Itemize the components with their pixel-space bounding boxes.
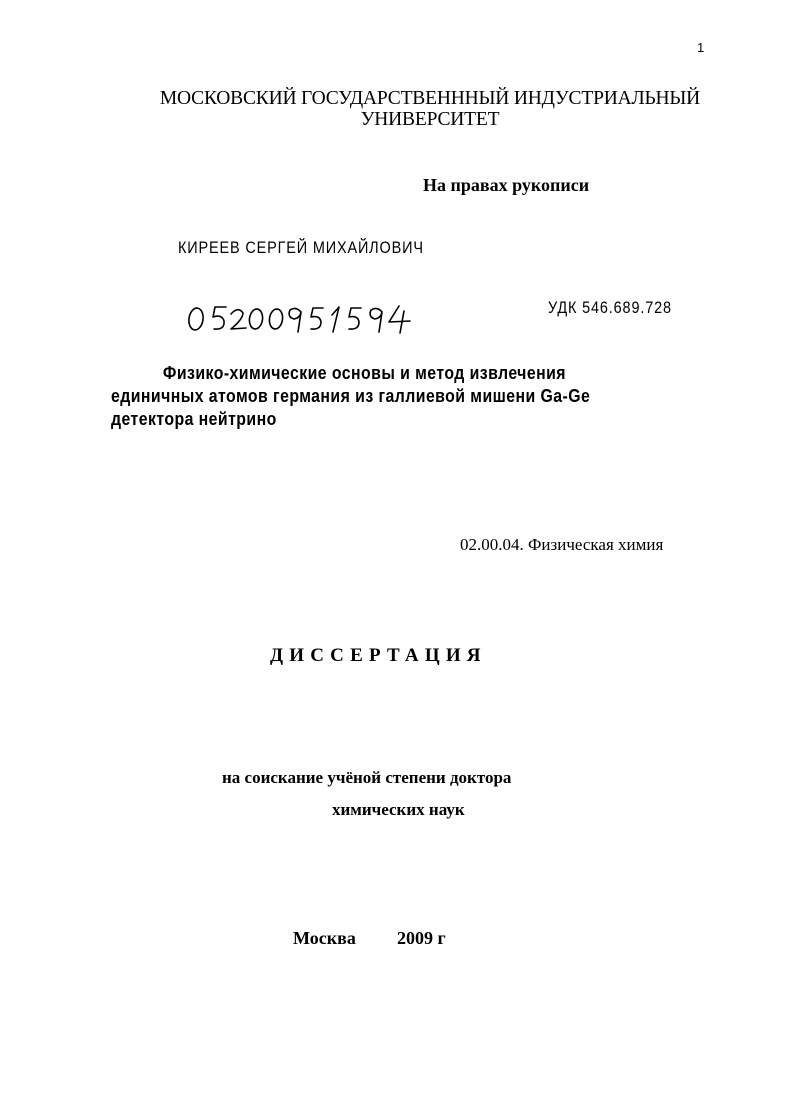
title-line2: единичных атомов германия из галлиевой мишени Ga-Ge: [111, 386, 591, 406]
title-line1: Физико-химические основы и метод извлечения: [162, 363, 566, 383]
page-number: 1: [697, 40, 705, 55]
city: Москва: [293, 928, 356, 948]
document-type: ДИССЕРТАЦИЯ: [270, 645, 487, 666]
university-name-line2: УНИВЕРСИТЕТ: [360, 109, 500, 130]
title-line3: детектора нейтрино: [111, 409, 277, 429]
rights-note: На правах рукописи: [423, 175, 590, 195]
degree-line1: на соискание учёной степени доктора: [222, 768, 512, 787]
university-name-line1: МОСКОВСКИЙ ГОСУДАРСТВЕНННЫЙ ИНДУСТРИАЛЬНЫЙ: [159, 88, 701, 109]
specialty-code: 02.00.04. Физическая химия: [460, 535, 664, 554]
dissertation-title: [111, 362, 590, 431]
degree-line2: химических наук: [332, 800, 465, 819]
university-name: [150, 88, 710, 130]
author-name: КИРЕЕВ СЕРГЕЙ МИХАЙЛОВИЧ: [178, 238, 424, 257]
handwritten-number-drawing: [186, 295, 421, 337]
handwritten-registration-number: [186, 295, 421, 337]
year: 2009 г: [397, 928, 446, 948]
udc-code: УДК 546.689.728: [548, 298, 672, 317]
